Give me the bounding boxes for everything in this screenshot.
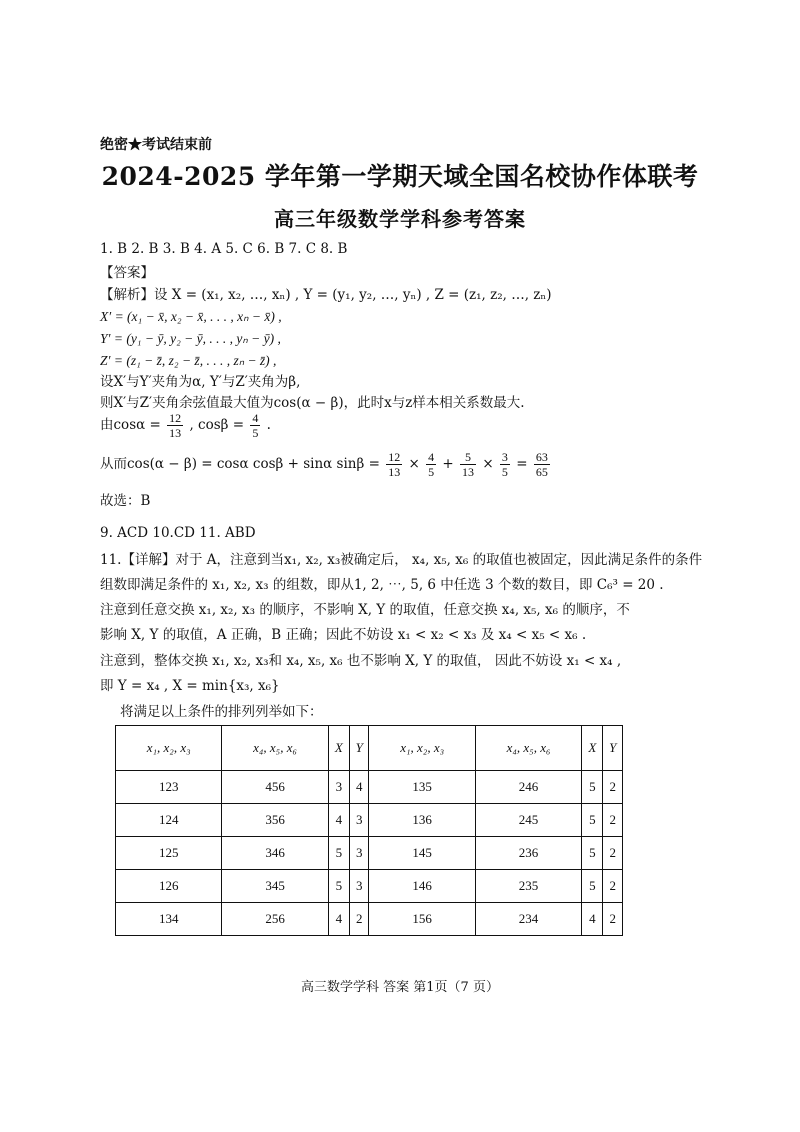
- table-cell: 2: [603, 804, 623, 837]
- table-cell: 126: [116, 870, 222, 903]
- detail-11-line-3: 注意到任意交换 x₁, x₂, x₃ 的顺序，不影响 X, Y 的取值，任意交换 x₄, x₅, x₆ 的顺序，不: [100, 602, 630, 618]
- table-cell: 235: [475, 870, 581, 903]
- table-cell: 245: [475, 804, 581, 837]
- analysis-line-5: 设X′与Y′夹角为α, Y′与Z′夹角为β,: [100, 374, 301, 390]
- table-row: [116, 771, 623, 804]
- table-cell: 3: [328, 771, 349, 804]
- table-cell: 2: [603, 870, 623, 903]
- detail-11-line-6: 即 Y = x₄ , X = min{x₃, x₆}: [100, 678, 280, 694]
- table-cell: 5: [328, 870, 349, 903]
- table-cell: 123: [116, 771, 222, 804]
- table-cell: 5: [582, 771, 603, 804]
- mc-answers-9-11: 9. ACD 10.CD 11. ABD: [100, 525, 256, 541]
- table-cell: 345: [222, 870, 328, 903]
- table-cell: 4: [328, 804, 349, 837]
- table-cell: 146: [369, 870, 475, 903]
- confidential-label: 绝密★考试结束前: [100, 137, 212, 153]
- table-cell: 4: [349, 771, 369, 804]
- detail-11-line-4: 影响 X, Y 的取值，A 正确，B 正确；因此不妨设 x₁ < x₂ < x₃ 及 x₄ < x₅ < x₆ .: [100, 627, 587, 643]
- conclusion: 故选：B: [100, 493, 151, 509]
- table-cell: 2: [603, 771, 623, 804]
- header-cell: X: [328, 726, 349, 771]
- cos-diff-expression: 从而cos(α − β) = cosα cosβ + sinα sinβ =: [100, 456, 380, 472]
- table-cell: 2: [603, 903, 623, 936]
- table-row: [116, 903, 623, 936]
- table-row: [116, 804, 623, 837]
- header-cell: x₄, x₅, x₆: [475, 726, 581, 771]
- answer-subtitle: 高三年级数学学科参考答案: [274, 207, 526, 231]
- header-cell: x₁, x₂, x₃: [116, 726, 222, 771]
- cos-alpha-prefix: 由cosα =: [100, 417, 161, 433]
- table-cell: 125: [116, 837, 222, 870]
- mc-answers-1-8: 1. B 2. B 3. B 4. A 5. C 6. B 7. C 8. B: [100, 241, 348, 257]
- table-cell: 3: [349, 837, 369, 870]
- analysis-line-7: [100, 411, 271, 440]
- table-cell: 356: [222, 804, 328, 837]
- table-cell: 136: [369, 804, 475, 837]
- detail-11-line-7: 将满足以上条件的排列列举如下：: [120, 704, 323, 720]
- table-cell: 134: [116, 903, 222, 936]
- table-cell: 2: [603, 837, 623, 870]
- fraction-5-13: $\frac{5}{13}$: [462, 450, 475, 479]
- analysis-line-3: Y′ = (y₁ − ȳ, y₂ − ȳ, . . . , yₙ − ȳ) ,: [100, 331, 281, 346]
- table-cell: 5: [582, 804, 603, 837]
- table-cell: 5: [582, 837, 603, 870]
- analysis-line-4: Z′ = (z₁ − z̄, z₂ − z̄, . . . , zₙ − z̄) ,: [100, 353, 277, 368]
- times-sign-2: ×: [482, 456, 494, 472]
- analysis-line-8: [100, 450, 552, 479]
- table-cell: 5: [582, 870, 603, 903]
- line-end-period: .: [266, 417, 271, 433]
- page-footer: 高三数学学科 答案 第1页（7 页）: [301, 980, 499, 995]
- plus-sign: +: [442, 456, 454, 472]
- table-row: [116, 837, 623, 870]
- fraction-12-13: $\frac{12}{13}$: [169, 411, 182, 440]
- answer-tag: 【答案】: [100, 265, 154, 281]
- table-cell: 256: [222, 903, 328, 936]
- table-cell: 234: [475, 903, 581, 936]
- detail-11-line-5: 注意到，整体交换 x₁, x₂, x₃和 x₄, x₅, x₆ 也不影响 X, Y 的取值， 因此不妨设 x₁ < x₄ ,: [100, 653, 622, 669]
- table-cell: 135: [369, 771, 475, 804]
- table-cell: 3: [349, 870, 369, 903]
- fraction-63-65: $\frac{63}{65}$: [535, 450, 548, 479]
- detail-11-line-2: 组数即满足条件的 x₁, x₂, x₃ 的组数，即从1, 2, ⋯, 5, 6 中任选 3 个数的数目，即 C₆³ = 20 .: [100, 577, 664, 593]
- table-cell: 456: [222, 771, 328, 804]
- permutation-table: [115, 725, 623, 936]
- table-cell: 145: [369, 837, 475, 870]
- table-cell: 4: [328, 903, 349, 936]
- table-cell: 2: [349, 903, 369, 936]
- detail-11-line-1: 11.【详解】对于 A，注意到当x₁, x₂, x₃被确定后， x₄, x₅, x₆ 的取值也被固定，因此满足条件的条件: [100, 552, 703, 568]
- table-cell: 236: [475, 837, 581, 870]
- analysis-line-6: 则X′与Z′夹角余弦值最大值为cos(α − β)，此时x与z样本相关系数最大.: [100, 395, 525, 411]
- table-cell: 246: [475, 771, 581, 804]
- analysis-line-2: X′ = (x₁ − x̄, x₂ − x̄, . . . , xₙ − x̄) ,: [100, 309, 282, 324]
- header-cell: x₁, x₂, x₃: [369, 726, 475, 771]
- analysis-line-1: 【解析】设 X = (x₁, x₂, …, xₙ) , Y = (y₁, y₂, …, yₙ) , Z = (z₁, z₂, …, zₙ): [100, 287, 552, 303]
- table-cell: 346: [222, 837, 328, 870]
- fraction-12-13-b: $\frac{12}{13}$: [388, 450, 401, 479]
- table-cell: 3: [349, 804, 369, 837]
- fraction-4-5: $\frac{4}{5}$: [252, 411, 259, 440]
- header-cell: Y: [349, 726, 369, 771]
- table-row: [116, 870, 623, 903]
- fraction-3-5: $\frac{3}{5}$: [501, 450, 508, 479]
- equals-sign: =: [516, 456, 528, 472]
- times-sign: ×: [408, 456, 420, 472]
- fraction-4-5-b: $\frac{4}{5}$: [428, 450, 435, 479]
- table-cell: 5: [328, 837, 349, 870]
- table-cell: 4: [582, 903, 603, 936]
- exam-title: 2024-2025 学年第一学期天域全国名校协作体联考: [101, 162, 699, 191]
- table-header-row: [116, 726, 623, 771]
- header-cell: X: [582, 726, 603, 771]
- header-cell: Y: [603, 726, 623, 771]
- header-cell: x₄, x₅, x₆: [222, 726, 328, 771]
- table-cell: 156: [369, 903, 475, 936]
- cos-beta-prefix: , cosβ =: [189, 417, 245, 433]
- table-cell: 124: [116, 804, 222, 837]
